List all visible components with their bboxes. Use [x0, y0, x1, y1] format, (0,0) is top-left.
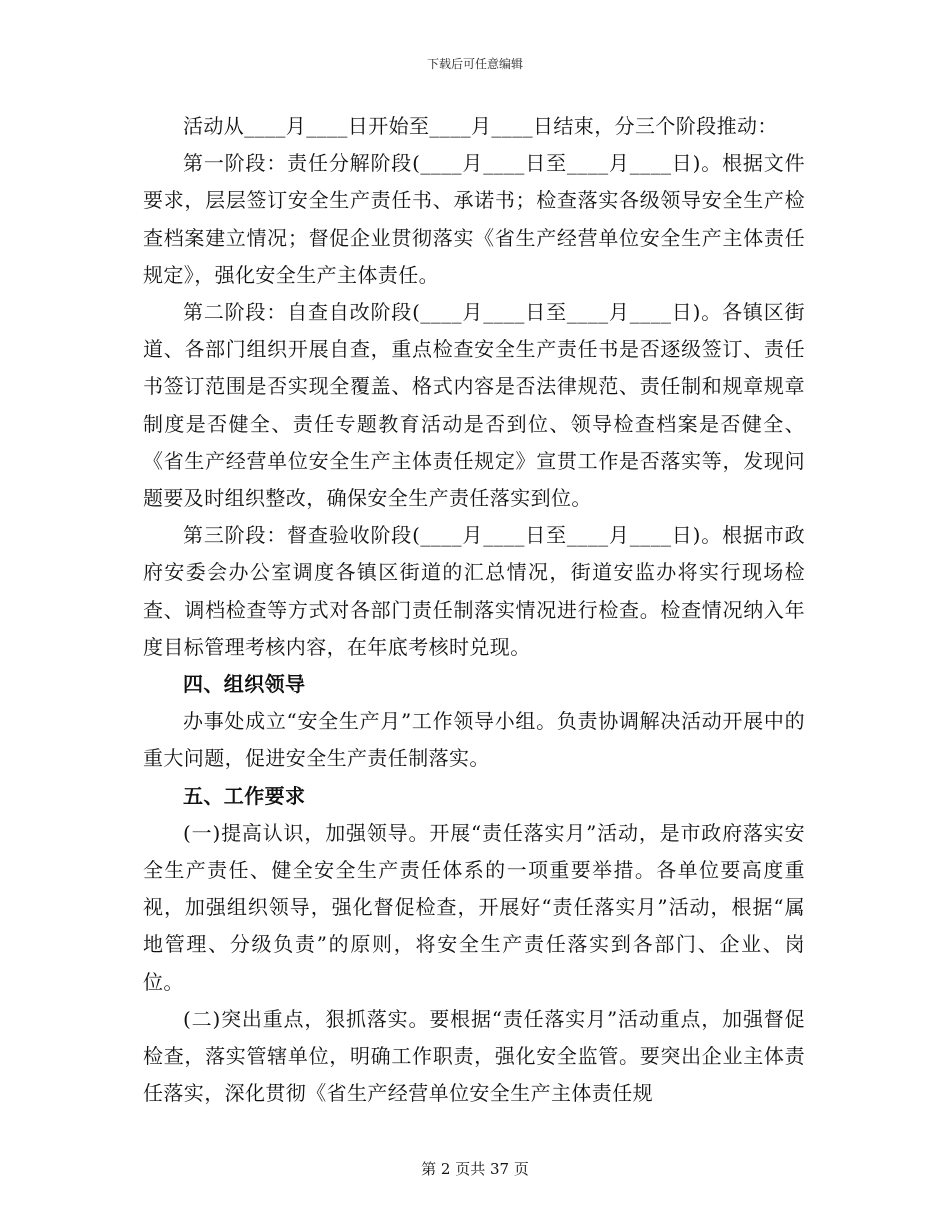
page-header: 下载后可任意编辑 — [426, 57, 523, 71]
section-heading-organization: 四、组织领导 — [183, 672, 306, 697]
document-body — [143, 108, 805, 1112]
section-heading-requirements: 五、工作要求 — [183, 783, 306, 808]
paragraph-schedule: 活动从____月____日开始至____月____日结束，分三个阶段推动： — [183, 114, 778, 138]
page-footer: 第 2 页共 37 页 — [421, 1160, 529, 1178]
paragraph-phase-one: 第一阶段：责任分解阶段(____月____日至____月____日)。根据文件要求，层层签订安全生产责任书、承诺书；检查落实各级领导安全生产检查档案建立情况；督促企业贯彻落实《省生产经营单位安全生产主体责任规定》，强化安全生产主体责任。 — [143, 151, 805, 287]
paragraph-requirement-two: (二)突出重点，狠抓落实。要根据“责任落实月”活动重点，加强督促检查，落实管辖单位，明确工作职责，强化安全监管。要突出企业主体责任落实，深化贯彻《省生产经营单位安全生产主体责任规 — [143, 1006, 805, 1106]
paragraph-phase-three: 第三阶段：督查验收阶段(____月____日至____月____日)。根据市政府安委会办公室调度各镇区街道的汇总情况，街道安监办将实行现场检查、调档检查等方式对各部门责任制落实情况进行检查。检查情况纳入年度目标管理考核内容，在年底考核时兑现。 — [143, 523, 805, 659]
paragraph-requirement-one: (一)提高认识，加强领导。开展“责任落实月”活动，是市政府落实安全生产责任、健全安全生产责任体系的一项重要举措。各单位要高度重视，加强组织领导，强化督促检查，开展好“责任落实月”活动，根据“属地管理、分级负责”的原则，将安全生产责任落实到各部门、企业、岗位。 — [143, 820, 805, 994]
paragraph-phase-two: 第二阶段：自查自改阶段(____月____日至____月____日)。各镇区街道、各部门组织开展自查，重点检查安全生产责任书是否逐级签订、责任书签订范围是否实现全覆盖、格式内容是否法律规范、责任制和规章规章制度是否健全、责任专题教育活动是否到位、领导检查档案是否健全、《省生产经营单位安全生产主体责任规定》宣贯工作是否落实等，发现问题要及时组织整改，确保安全生产责任落实到位。 — [143, 300, 805, 511]
paragraph-leadership-group: 办事处成立“安全生产月”工作领导小组。负责协调解决活动开展中的重大问题，促进安全生产责任制落实。 — [143, 709, 805, 771]
